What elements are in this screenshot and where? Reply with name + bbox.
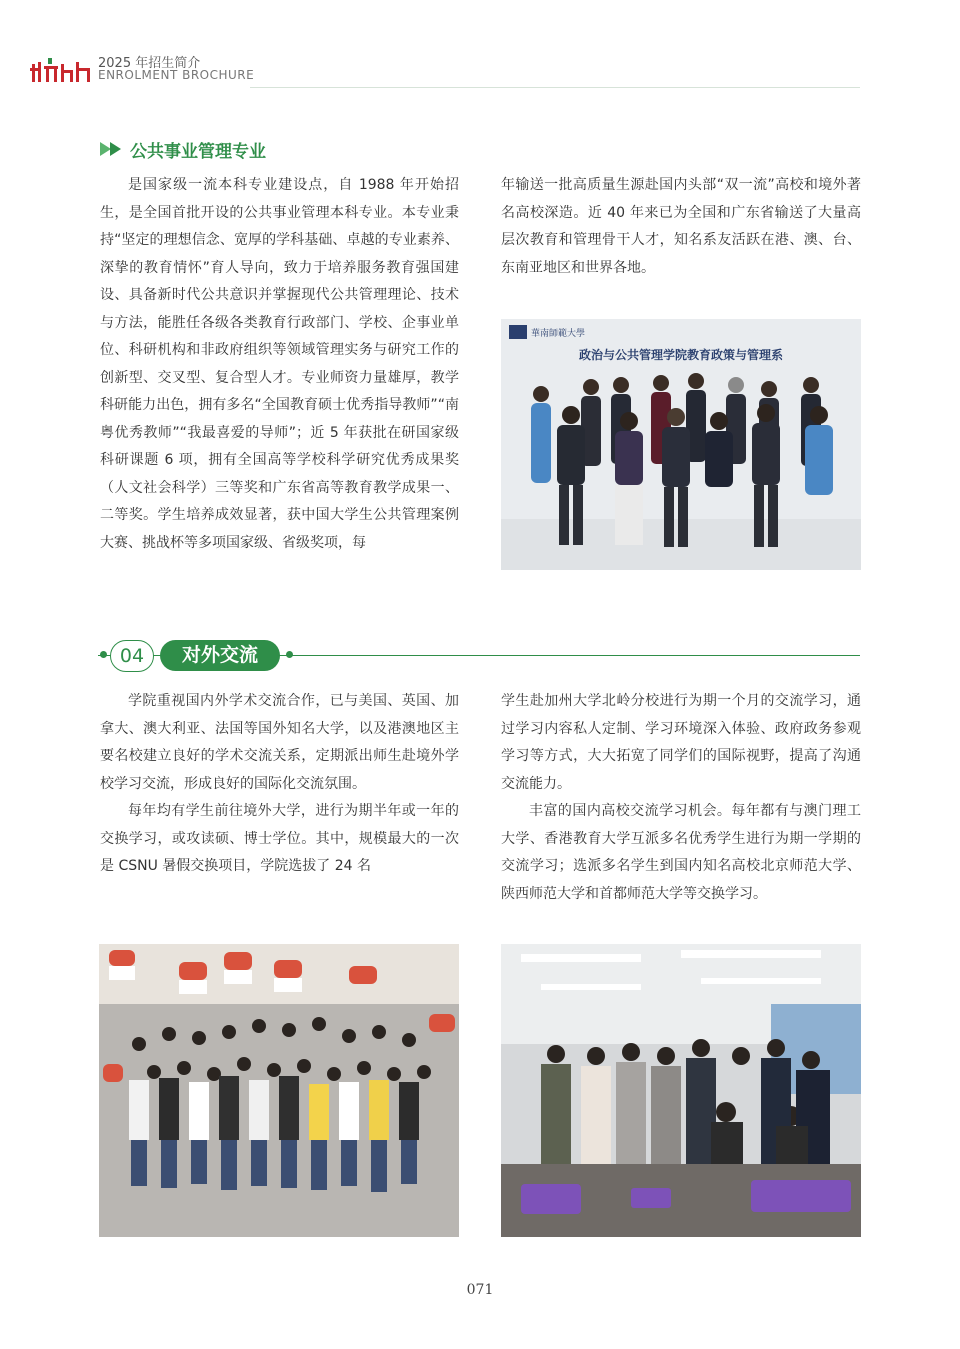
brochure-title-cn: 2025 年招生简介 [98,56,201,71]
exchange-text-left [100,688,459,881]
major-title: 公共事业管理专业 [130,141,266,162]
major-text-left [100,172,459,557]
exchange-title: 对外交流 [160,640,280,671]
brochure-title-en: ENROLMENT BROCHURE [98,68,255,82]
header-divider [250,87,860,88]
exchange-text-right [501,688,861,908]
major-text-right [501,172,861,282]
exchange-paragraph-4: 丰富的国内高校交流学习机会。每年都有与澳门理工大学、香港教育大学互派多名优秀学生进行为期一学期的交流学习；选派多名学生到国内知名高校北京师范大学、陕西师范大学和首都师范大学等交换学习。 [501,803,861,902]
student-exchange-photo-classroom [501,944,861,1237]
exchange-paragraph-2: 每年均有学生前往境外大学，进行为期半年或一年的交换学习，或攻读硕、博士学位。其中，规模最大的一次是 CSNU 暑假交换项目，学院选拔了 24 名 [100,803,459,874]
faculty-group-photo [501,319,861,570]
major-section-heading [100,137,266,161]
exchange-paragraph-1: 学院重视国内外学术交流合作，已与美国、英国、加拿大、澳大利亚、法国等国外知名大学，以及港澳地区主要名校建立良好的学术交流关系，定期派出师生赴境外学校学习交流，形成良好的国际化交流氛围。 [100,693,459,792]
page-header [30,50,860,90]
exchange-section-heading [98,640,860,672]
major-paragraph-right: 年输送一批高质量生源赴国内头部“双一流”高校和境外著名高校深造。近 40 年来已为全国和广东省输送了大量高层次教育和管理骨干人才，知名系友活跃在港、澳、台、东南亚地区和世界各地。 [501,177,861,276]
section-number: 04 [110,640,154,672]
double-arrow-icon [100,141,124,157]
university-logo-text: 華南師範大學 [531,329,586,339]
photo-banner-text: 政治与公共管理学院教育政策与管理系 [578,348,784,362]
major-paragraph-left: 是国家级一流本科专业建设点，自 1988 年开始招生，是全国首批开设的公共事业管理本科专业。本专业秉持“坚定的理想信念、宽厚的学科基础、卓越的专业素养、深挚的教育情怀”育人导向，致力于培养服务教育强国建设、具备新时代公共意识并掌握现代公共管理理论、技术与方法，能胜任各级各类教育行政部门、学校、企事业单位、科研机构和非政府组织等领域管理实务与研究工作的创新型、交叉型、复合型人才。专业师资力量雄厚，教学科研能力出色，拥有多名“全国教育硕士优秀指导教师”“南粤优秀教师”“我最喜爱的导师”；近 5 年获批在研国家级科研课题 6 项，拥有全国高等学校科学研究优秀成果奖（人文社会科学）三等奖和广东省高等教育教学成果一、二等奖。学生培养成效显著，获中国大学生公共管理案例大赛、挑战杯等多项国家级、省级奖项，每 [100,177,459,551]
student-exchange-photo-outdoor [99,944,459,1237]
heading-dot-left [100,651,107,658]
page-number: 071 [466,1282,494,1298]
exchange-paragraph-3: 学生赴加州大学北岭分校进行为期一个月的交流学习，通过学习内容私人定制、学习环境深入体验、政府政务参观学习等方式，大大拓宽了同学们的国际视野，提高了沟通交流能力。 [501,693,861,792]
heading-dot-right [286,651,293,658]
brochure-logo-icon [30,58,92,84]
